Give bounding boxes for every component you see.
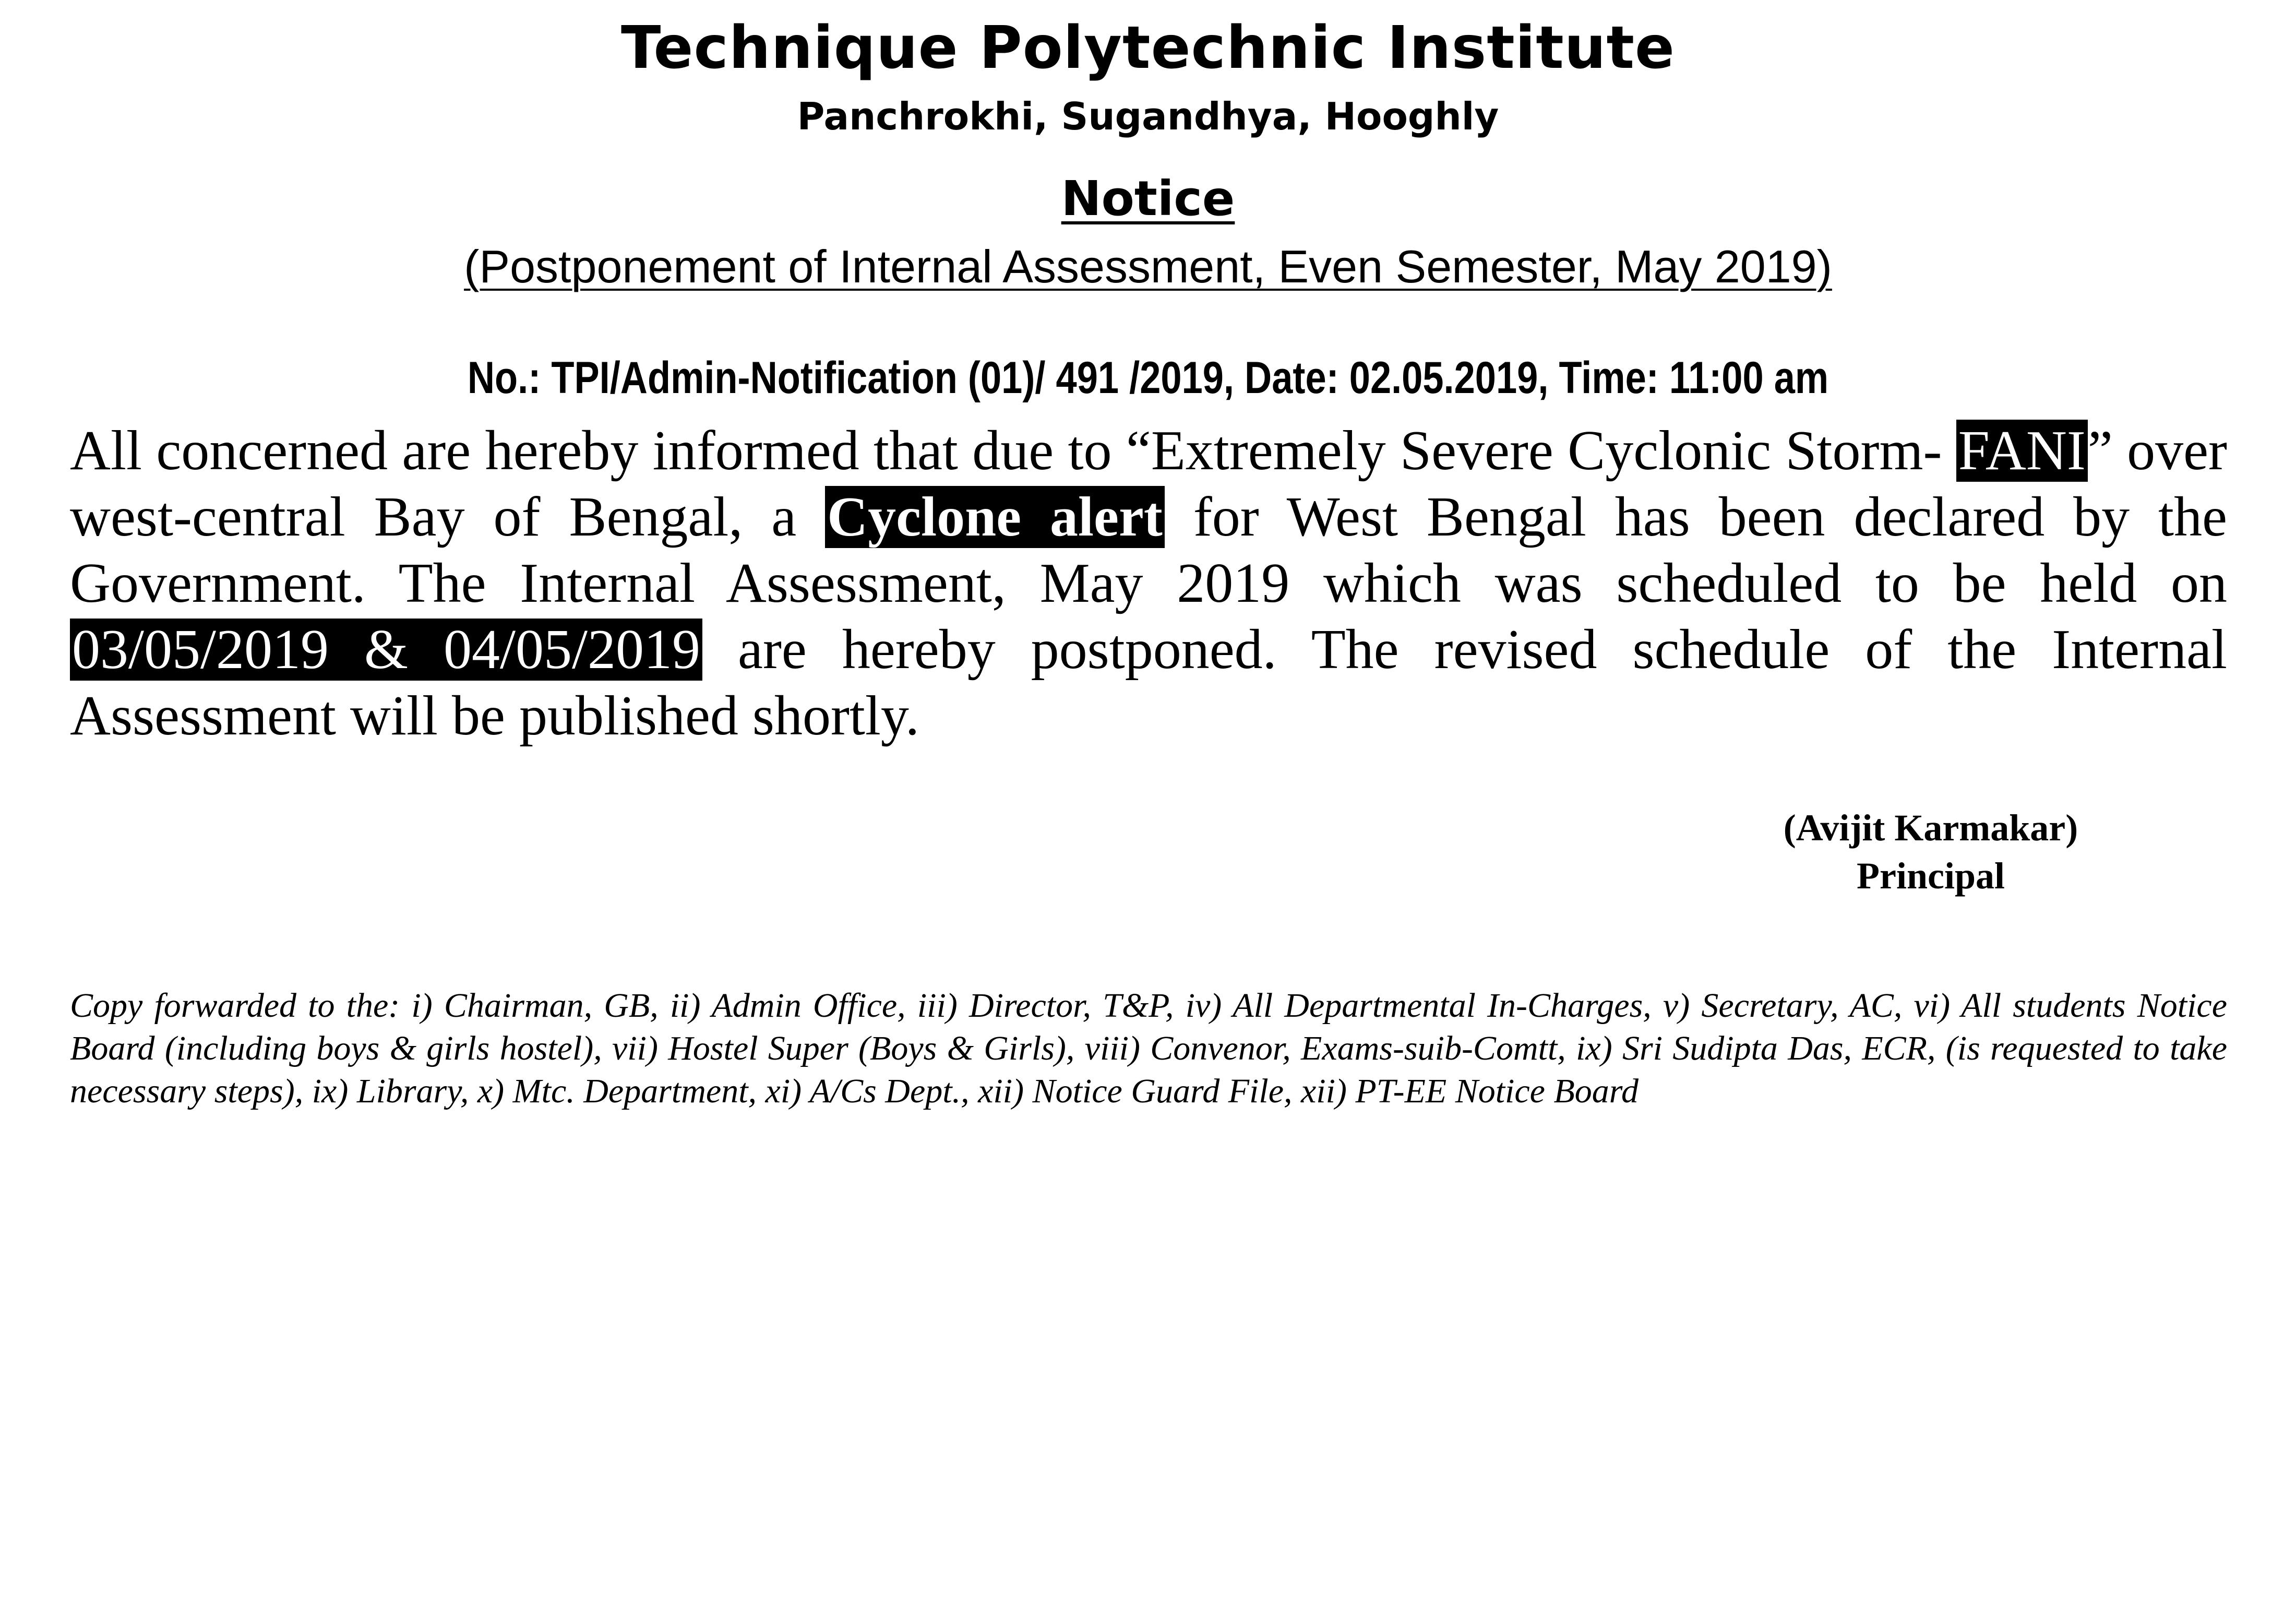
signatory-designation: Principal [1857,855,2005,897]
cyclone-alert-highlight: Cyclone alert [825,486,1165,548]
body-text-part-1: All concerned are hereby informed that due to “Extremely Severe Cyclonic Storm- [70,420,1956,482]
signatory-name: (Avijit Karmakar) [1783,807,2078,849]
body-text-part-2: ” over west-central Bay of Bengal, a [70,420,2227,548]
copy-forwarded-list: Copy forwarded to the: i) Chairman, GB, ii) Admin Office, iii) Director, T&P, iv) All Departmental In-Charges, v) Secretary, AC, vi) All students Notice Board (including boys & girls hostel), vii) Hostel Super (Boys & Girls), viii) Convenor, Exams-suib-Comtt, ix) Sri Sudipta Das, ECR, (is requested to take necessary steps), ix) Library, x) Mtc. Department, xi) A/Cs Dept., xii) Notice Guard File, xii) PT-EE Notice Board [70,986,2227,1110]
storm-name-highlight: FANI [1956,420,2088,482]
institute-name: Technique Polytechnic Institute [621,14,1675,82]
notice-title: Notice [1061,171,1235,227]
notice-body [70,418,2227,749]
body-text-part-3: for West Bengal has been declared by the Government. The Internal Assessment, May 2019 which was scheduled to be held on [70,486,2228,614]
notice-subtitle: (Postponement of Internal Assessment, Even Semester, May 2019) [464,241,1832,292]
institute-address: Panchrokhi, Sugandhya, Hooghly [797,94,1499,138]
postponed-dates-highlight: 03/05/2019 & 04/05/2019 [70,619,702,681]
notification-reference: No.: TPI/Admin-Notification (01)/ 491 /2019, Date: 02.05.2019, Time: 11:00 am [467,353,1829,403]
body-text-part-4: are hereby postponed. The revised schedule of the Internal Assessment will be published shortly. [70,619,2228,747]
